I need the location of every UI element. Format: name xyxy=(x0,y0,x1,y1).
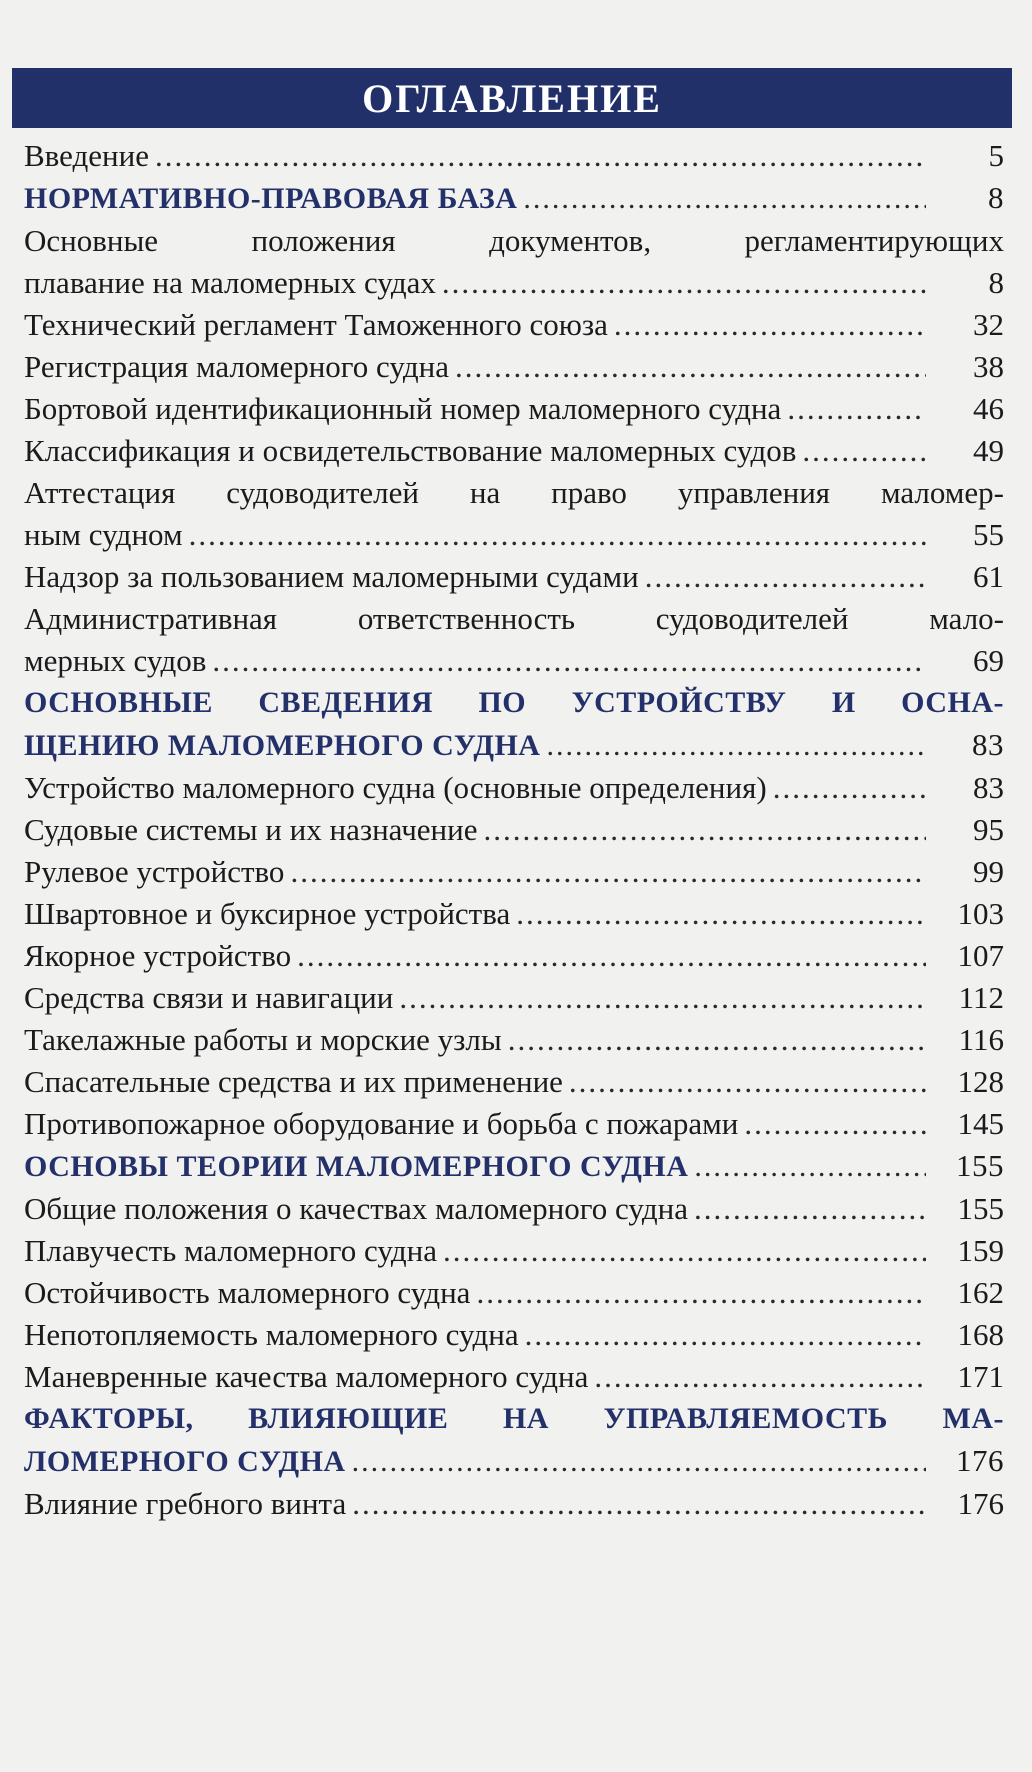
toc-page-number: 8 xyxy=(988,180,1004,215)
toc-entry[interactable] xyxy=(24,851,1004,893)
toc-entry[interactable] xyxy=(24,304,1004,346)
toc-entry-title: Общие положения о качествах маломерного судна xyxy=(24,1191,688,1226)
toc-entry[interactable] xyxy=(24,598,1004,682)
toc-page-number: 32 xyxy=(973,307,1004,342)
toc-entry-title: Классификация и освидетельствование маломерных судов xyxy=(24,433,797,468)
toc-entry-title: Остойчивость маломерного судна xyxy=(24,1275,471,1310)
toc-entry-title: Непотопляемость маломерного судна xyxy=(24,1317,519,1352)
toc-entry[interactable] xyxy=(24,767,1004,809)
toc-entry[interactable] xyxy=(24,135,1004,177)
toc-entry-title: Бортовой идентификационный номер маломерного судна xyxy=(24,391,782,426)
toc-entry[interactable] xyxy=(24,388,1004,430)
toc-entry-title: ным судном xyxy=(24,517,183,552)
toc-page-number: 99 xyxy=(973,854,1004,889)
toc-entry[interactable] xyxy=(24,346,1004,388)
dot-leader xyxy=(694,1188,926,1230)
toc-entry-title: Надзор за пользованием маломерными судами xyxy=(24,559,639,594)
toc-entry[interactable] xyxy=(24,1230,1004,1272)
toc-entry-title: Спасательные средства и их применение xyxy=(24,1064,563,1099)
toc-entry-title: ЩЕНИЮ МАЛОМЕРНОГО СУДНА xyxy=(24,729,541,762)
toc-page-number: 83 xyxy=(972,727,1004,762)
dot-leader xyxy=(614,304,926,346)
dot-leader xyxy=(645,556,926,598)
toc-entry[interactable] xyxy=(24,935,1004,977)
dot-leader xyxy=(516,893,926,935)
toc-entry[interactable] xyxy=(24,1188,1004,1230)
dot-leader xyxy=(546,725,926,767)
toc-entry-title: Судовые системы и их назначение xyxy=(24,812,478,847)
toc-section-entry[interactable] xyxy=(24,177,1004,220)
toc-entry-title: ФАКТОРЫ, ВЛИЯЮЩИЕ НА УПРАВЛЯЕМОСТЬ МА- xyxy=(24,1402,1004,1435)
toc-page-number: 5 xyxy=(988,138,1004,173)
toc-page-number: 8 xyxy=(988,265,1004,300)
dot-leader xyxy=(523,178,926,220)
toc-header-banner xyxy=(12,68,1012,128)
toc-entry[interactable] xyxy=(24,472,1004,556)
dot-leader xyxy=(352,1441,926,1483)
toc-entry-title: Рулевое устройство xyxy=(24,854,285,889)
dot-leader xyxy=(483,809,926,851)
toc-entry-title: ЛОМЕРНОГО СУДНА xyxy=(24,1445,346,1478)
dot-leader xyxy=(442,262,926,304)
toc-entry-title: Аттестация судоводителей на право управления маломер- xyxy=(24,475,1004,510)
toc-entry-title: НОРМАТИВНО-ПРАВОВАЯ БАЗА xyxy=(24,182,518,215)
dot-leader xyxy=(773,767,926,809)
table-of-contents xyxy=(24,135,1004,1525)
dot-leader xyxy=(155,135,926,177)
toc-page-number: 155 xyxy=(957,1191,1004,1226)
dot-leader xyxy=(594,1356,926,1398)
toc-entry-title: Основные положения документов, регламентирующих xyxy=(24,223,1004,258)
toc-entry[interactable] xyxy=(24,893,1004,935)
toc-entry-title: Противопожарное оборудование и борьба с пожарами xyxy=(24,1106,739,1141)
toc-entry-title: Якорное устройство xyxy=(24,938,292,973)
toc-section-entry[interactable] xyxy=(24,1398,1004,1483)
toc-entry-title: ОСНОВЫ ТЕОРИИ МАЛОМЕРНОГО СУДНА xyxy=(24,1150,689,1183)
toc-entry-title: Средства связи и навигации xyxy=(24,980,394,1015)
toc-entry-title: Влияние гребного винта xyxy=(24,1486,347,1521)
toc-page-number: 95 xyxy=(973,812,1004,847)
toc-entry-title: Устройство маломерного судна (основные определения) xyxy=(24,770,767,805)
toc-page-number: 116 xyxy=(958,1022,1004,1057)
dot-leader xyxy=(189,514,926,556)
toc-entry-title: Плавучесть маломерного судна xyxy=(24,1233,438,1268)
toc-page-number: 103 xyxy=(957,896,1004,931)
toc-page-number: 176 xyxy=(956,1443,1004,1478)
toc-entry-title: Регистрация маломерного судна xyxy=(24,349,450,384)
dot-leader xyxy=(212,640,926,682)
toc-entry-title: Административная ответственность судоводителей мало- xyxy=(24,601,1004,636)
toc-entry-title: плавание на маломерных судах xyxy=(24,265,436,300)
toc-page-number: 107 xyxy=(957,938,1004,973)
toc-entry[interactable] xyxy=(24,977,1004,1019)
dot-leader xyxy=(694,1146,926,1188)
toc-page-number: 176 xyxy=(957,1486,1004,1521)
toc-entry-title: Швартовное и буксирное устройства xyxy=(24,896,511,931)
dot-leader xyxy=(569,1061,926,1103)
toc-title: ОГЛАВЛЕНИЕ xyxy=(362,75,662,121)
toc-page-number: 155 xyxy=(956,1148,1004,1183)
toc-page-number: 83 xyxy=(973,770,1004,805)
toc-entry[interactable] xyxy=(24,556,1004,598)
toc-page-number: 162 xyxy=(957,1275,1004,1310)
toc-section-entry[interactable] xyxy=(24,1145,1004,1188)
toc-entry-title: мерных судов xyxy=(24,643,207,678)
toc-entry[interactable] xyxy=(24,220,1004,304)
toc-page-number: 168 xyxy=(957,1317,1004,1352)
dot-leader xyxy=(787,388,926,430)
dot-leader xyxy=(744,1103,926,1145)
dot-leader xyxy=(455,346,926,388)
toc-page-number: 69 xyxy=(973,643,1004,678)
toc-entry-title: Такелажные работы и морские узлы xyxy=(24,1022,502,1057)
toc-entry[interactable] xyxy=(24,1272,1004,1314)
toc-page-number: 38 xyxy=(973,349,1004,384)
toc-page-number: 49 xyxy=(973,433,1004,468)
toc-page-number: 61 xyxy=(973,559,1004,594)
toc-entry[interactable] xyxy=(24,1061,1004,1103)
dot-leader xyxy=(476,1272,926,1314)
dot-leader xyxy=(290,851,926,893)
dot-leader xyxy=(399,977,926,1019)
toc-entry[interactable] xyxy=(24,809,1004,851)
toc-entry[interactable] xyxy=(24,430,1004,472)
toc-entry-title: Введение xyxy=(24,138,149,173)
toc-entry-title: ОСНОВНЫЕ СВЕДЕНИЯ ПО УСТРОЙСТВУ И ОСНА- xyxy=(24,686,1004,719)
dot-leader xyxy=(508,1019,926,1061)
toc-page-number: 112 xyxy=(958,980,1004,1015)
dot-leader xyxy=(352,1483,926,1525)
toc-section-entry[interactable] xyxy=(24,682,1004,767)
toc-entry-title: Технический регламент Таможенного союза xyxy=(24,307,608,342)
toc-entry[interactable] xyxy=(24,1019,1004,1061)
dot-leader xyxy=(297,935,926,977)
dot-leader xyxy=(525,1314,926,1356)
toc-page-number: 159 xyxy=(957,1233,1004,1268)
toc-page-number: 46 xyxy=(973,391,1004,426)
toc-entry[interactable] xyxy=(24,1314,1004,1356)
toc-page-number: 145 xyxy=(957,1106,1004,1141)
toc-entry[interactable] xyxy=(24,1356,1004,1398)
toc-entry[interactable] xyxy=(24,1103,1004,1145)
dot-leader xyxy=(802,430,926,472)
dot-leader xyxy=(443,1230,926,1272)
toc-entry-title: Маневренные качества маломерного судна xyxy=(24,1359,589,1394)
toc-page-number: 55 xyxy=(973,517,1004,552)
toc-page-number: 171 xyxy=(957,1359,1004,1394)
toc-entry[interactable] xyxy=(24,1483,1004,1525)
toc-page-number: 128 xyxy=(957,1064,1004,1099)
